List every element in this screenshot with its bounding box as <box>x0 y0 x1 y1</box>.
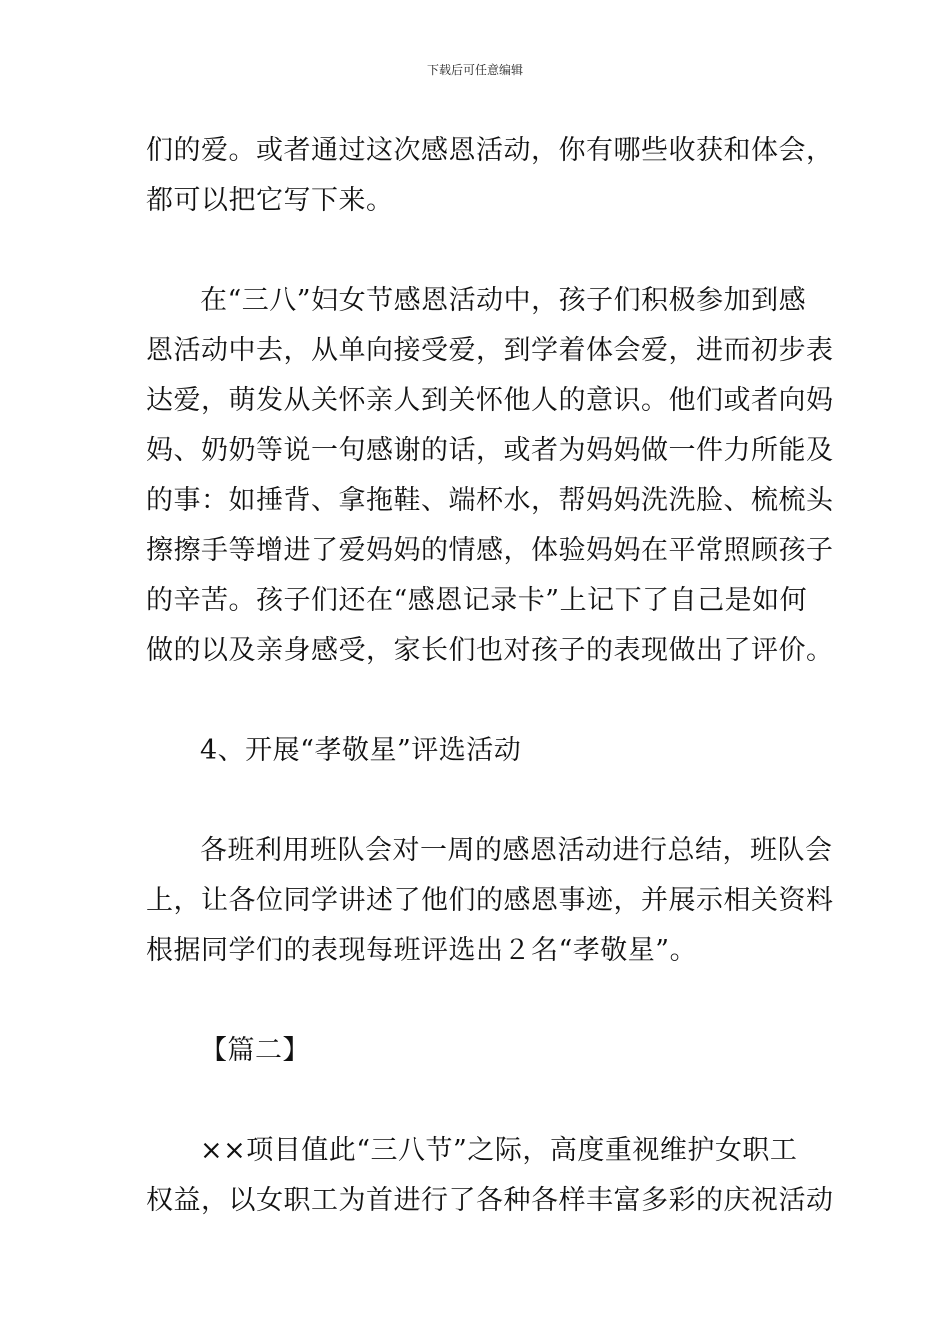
paragraph-gap <box>146 776 816 826</box>
text-line: 做的以及亲身感受，家长们也对孩子的表现做出了评价。 <box>146 635 834 666</box>
text-line: 达爱，萌发从关怀亲人到关怀他人的意识。他们或者向妈 <box>146 385 834 416</box>
text-line: 恩活动中去，从单向接受爱，到学着体会爱，进而初步表 <box>146 335 834 366</box>
text-line: 都可以把它写下来。 <box>146 185 394 216</box>
text-line: 在“三八”妇女节感恩活动中，孩子们积极参加到感 <box>200 285 807 316</box>
paragraph-gap <box>146 676 816 726</box>
text-line: ××项目值此“三八节”之际，高度重视维护女职工 <box>200 1135 798 1166</box>
text-line: 擦擦手等增进了爱妈妈的情感，体验妈妈在平常照顾孩子 <box>146 535 834 566</box>
paragraph-class-meeting <box>146 826 834 976</box>
page-header: 下载后可任意编辑 <box>426 63 523 77</box>
text-line: 们的爱。或者通过这次感恩活动，你有哪些收获和体会， <box>146 135 834 166</box>
paragraph-gap <box>146 1076 816 1126</box>
text-line: 的事：如捶背、拿拖鞋、端杯水，帮妈妈洗洗脸、梳梳头 <box>146 485 834 516</box>
section-heading-part-two <box>146 1026 816 1076</box>
document-body <box>146 126 834 1226</box>
heading-text: 【篇二】 <box>200 1035 310 1066</box>
text-line: 上，让各位同学讲述了他们的感恩事迹，并展示相关资料 <box>146 885 834 916</box>
paragraph-gap <box>146 226 816 276</box>
text-line: 妈、奶奶等说一句感谢的话，或者为妈妈做一件力所能及 <box>146 435 834 466</box>
paragraph-project-celebration <box>146 1126 834 1226</box>
text-line: 的辛苦。孩子们还在“感恩记录卡”上记下了自己是如何 <box>146 585 808 616</box>
paragraph-womens-day-activities <box>146 276 834 676</box>
text-line: 权益，以女职工为首进行了各种各样丰富多彩的庆祝活动 <box>146 1185 834 1216</box>
paragraph-continuation <box>146 126 834 226</box>
text-line: 根据同学们的表现每班评选出２名“孝敬星”。 <box>146 935 698 966</box>
paragraph-gap <box>146 976 816 1026</box>
heading-text: 4、开展“孝敬星”评选活动 <box>200 735 522 766</box>
text-line: 各班利用班队会对一周的感恩活动进行总结，班队会 <box>200 835 833 866</box>
section-heading-4 <box>146 726 816 776</box>
